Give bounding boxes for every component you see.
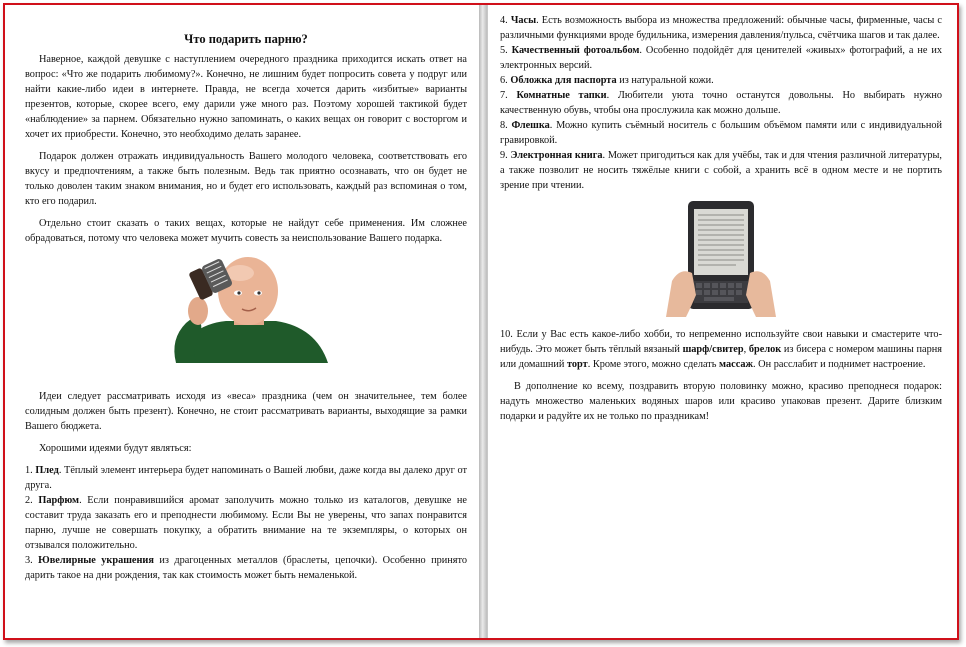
hobby-keyword-cake: торт <box>566 359 588 370</box>
list-item-number: 7. <box>500 90 508 101</box>
list-item-text: . Может пригодиться как для учёбы, так и для чтения различной литературы, а также позволит не носить тяжёлые книги с собой, а хранить всё в одном месте и не портить зрение при чтении. <box>500 150 943 191</box>
paragraph-individuality: Подарок должен отражать индивидуальность Вашего молодого человека, соответствовать его вкусу и предпочтениям, а также быть полезным. Ведь так приятно осознавать, что он будет не только доволен таким знаком внимания, но и будет его использовать, каждый раз вспоминая о том, кто его подарил. <box>25 151 467 207</box>
paragraph-intro: Наверное, каждой девушке с наступлением очередного праздника приходится искать ответ на вопрос: «Что же подарить любимому?». Конечно, не лишним будет попросить совета у подруг или найти какие-либо идеи в интернете. Правда, не всегда хочется дарить «избитые» варианты презентов, которые, скорее всего, ему дарили уже много раз. Поэтому хорошей тактикой будет «наблюдение» за парнем. Обязательно нужно запоминать, о каких вещах он говорит с восторгом и хочет их приобрести. Конечно, это необходимо делать заранее. <box>25 54 467 140</box>
list-item-text: . Тёплый элемент интерьера будет напоминать о Вашей любви, даже когда вы далеко друг от друга. <box>25 465 468 491</box>
right-page-content <box>500 13 942 431</box>
hobby-keyword-scarf: шарф/свитер <box>682 344 744 355</box>
paragraph-holiday-weight: Идеи следует рассматривать исходя из «веса» праздника (чем он значительнее, тем более солидным должен быть презент). Конечно, не стоит рассматривать варианты, выходящие за рамки Вашего бюджета. <box>25 391 467 432</box>
list-item-flash-drive <box>500 118 942 148</box>
list-item-keyword: Качественный фотоальбом <box>511 45 640 56</box>
list-item-keyword: Обложка для паспорта <box>510 75 617 86</box>
list-item-text: . Есть возможность выбора из множества предложений: обычные часы, фирменные, часы с различными функциями вроде будильника, измерения давления/пульса, счётчика шагов и так далее. <box>500 15 942 41</box>
list-item-plaid <box>25 463 467 493</box>
list-item-keyword: Электронная книга <box>510 150 603 161</box>
list-item-ebook <box>500 148 942 193</box>
list-item-number: 8. <box>500 120 508 131</box>
list-item-text: из натуральной кожи. <box>616 75 714 86</box>
list-item-number: 3. <box>25 555 33 566</box>
hobby-text-e: . Кроме этого, можно сделать <box>587 359 720 370</box>
list-item-number: 6. <box>500 75 508 86</box>
list-item-text: из драгоценных металлов (браслеты, цепочки). Особенно принято дарить такое на дни рождения, так как стоимость может быть немаленькой. <box>25 555 468 581</box>
list-item-text: . Особенно подойдёт для ценителей «живых» фотографий, а не их электронных версий. <box>500 45 942 71</box>
hobby-keyword-massage: массаж <box>719 359 754 370</box>
document-frame <box>3 3 959 640</box>
list-item-text: . Любители уюта точно останутся довольны. Но выбирать нужно качественную обувь, чтобы она прослужила как можно дольше. <box>500 90 943 116</box>
list-item-keyword: Парфюм <box>38 495 80 506</box>
list-item-keyword: Флешка <box>511 120 550 131</box>
right-page <box>487 5 954 638</box>
list-item-jewelry <box>25 553 467 583</box>
left-page-content <box>25 31 467 583</box>
hobby-text-f: . Он расслабит и поднимет настроение. <box>753 359 926 370</box>
list-item-keyword: Часы <box>510 15 537 26</box>
paragraph-hobby <box>500 327 942 372</box>
list-item-number: 2. <box>25 495 33 506</box>
list-item-number: 5. <box>500 45 508 56</box>
list-item-keyword: Плед <box>35 465 59 476</box>
page-title: Что подарить парню? <box>184 32 308 46</box>
ebook-reader-photo <box>666 197 776 317</box>
paragraph-conclusion: В дополнение ко всему, поздравить вторую половинку можно, красиво преподнеся подарок: надуть множество маленьких водяных шаров или красиво упаковав презент. Дарите близким подарки и радуйте их не только по праздникам! <box>500 381 942 422</box>
hobby-text-a: 10. Если у Вас есть какое-либо хобби, то непременно используйте свои навыки и смастерите что-нибудь. Это может быть тёплый вязаный <box>500 329 942 355</box>
list-item-watch <box>500 13 942 43</box>
hobby-text-c: , <box>743 344 749 355</box>
list-item-number: 1. <box>25 465 33 476</box>
paragraph-useless-gifts: Отдельно стоит сказать о таких вещах, которые не найдут себе применения. Им сложнее обрадоваться, потому что человека может мучить совесть за неиспользование Вашего подарка. <box>25 218 467 244</box>
list-item-keyword: Комнатные тапки <box>516 90 607 101</box>
list-item-keyword: Ювелирные украшения <box>38 555 154 566</box>
list-item-perfume <box>25 493 467 553</box>
list-item-number: 4. <box>500 15 508 26</box>
list-item-slippers <box>500 88 942 118</box>
list-item-photo-album <box>500 43 942 73</box>
left-page <box>13 5 480 638</box>
hobby-text-d: из бисера с номером машины парня или домашний <box>500 344 942 370</box>
list-item-passport-cover <box>500 73 942 88</box>
list-item-text: . Можно купить съёмный носитель с большим объёмом памяти или с индивидуальной гравировкой. <box>500 120 943 146</box>
list-item-text: . Если понравившийся аромат заполучить можно только из каталогов, девушке не составит труда заказать его и преподнести любимому. Если Вы не уверены, что запах понравится парню, лучше не совершать покупку, а обратить внимание на те экземпляры, о которых он отзывался положительно. <box>25 495 467 551</box>
man-with-hairbrush-photo <box>156 253 336 363</box>
hobby-keyword-keychain: брелок <box>748 344 782 355</box>
list-item-number: 9. <box>500 150 508 161</box>
page-gutter <box>479 5 487 638</box>
paragraph-ideas-intro: Хорошими идеями будут являться: <box>39 443 192 454</box>
